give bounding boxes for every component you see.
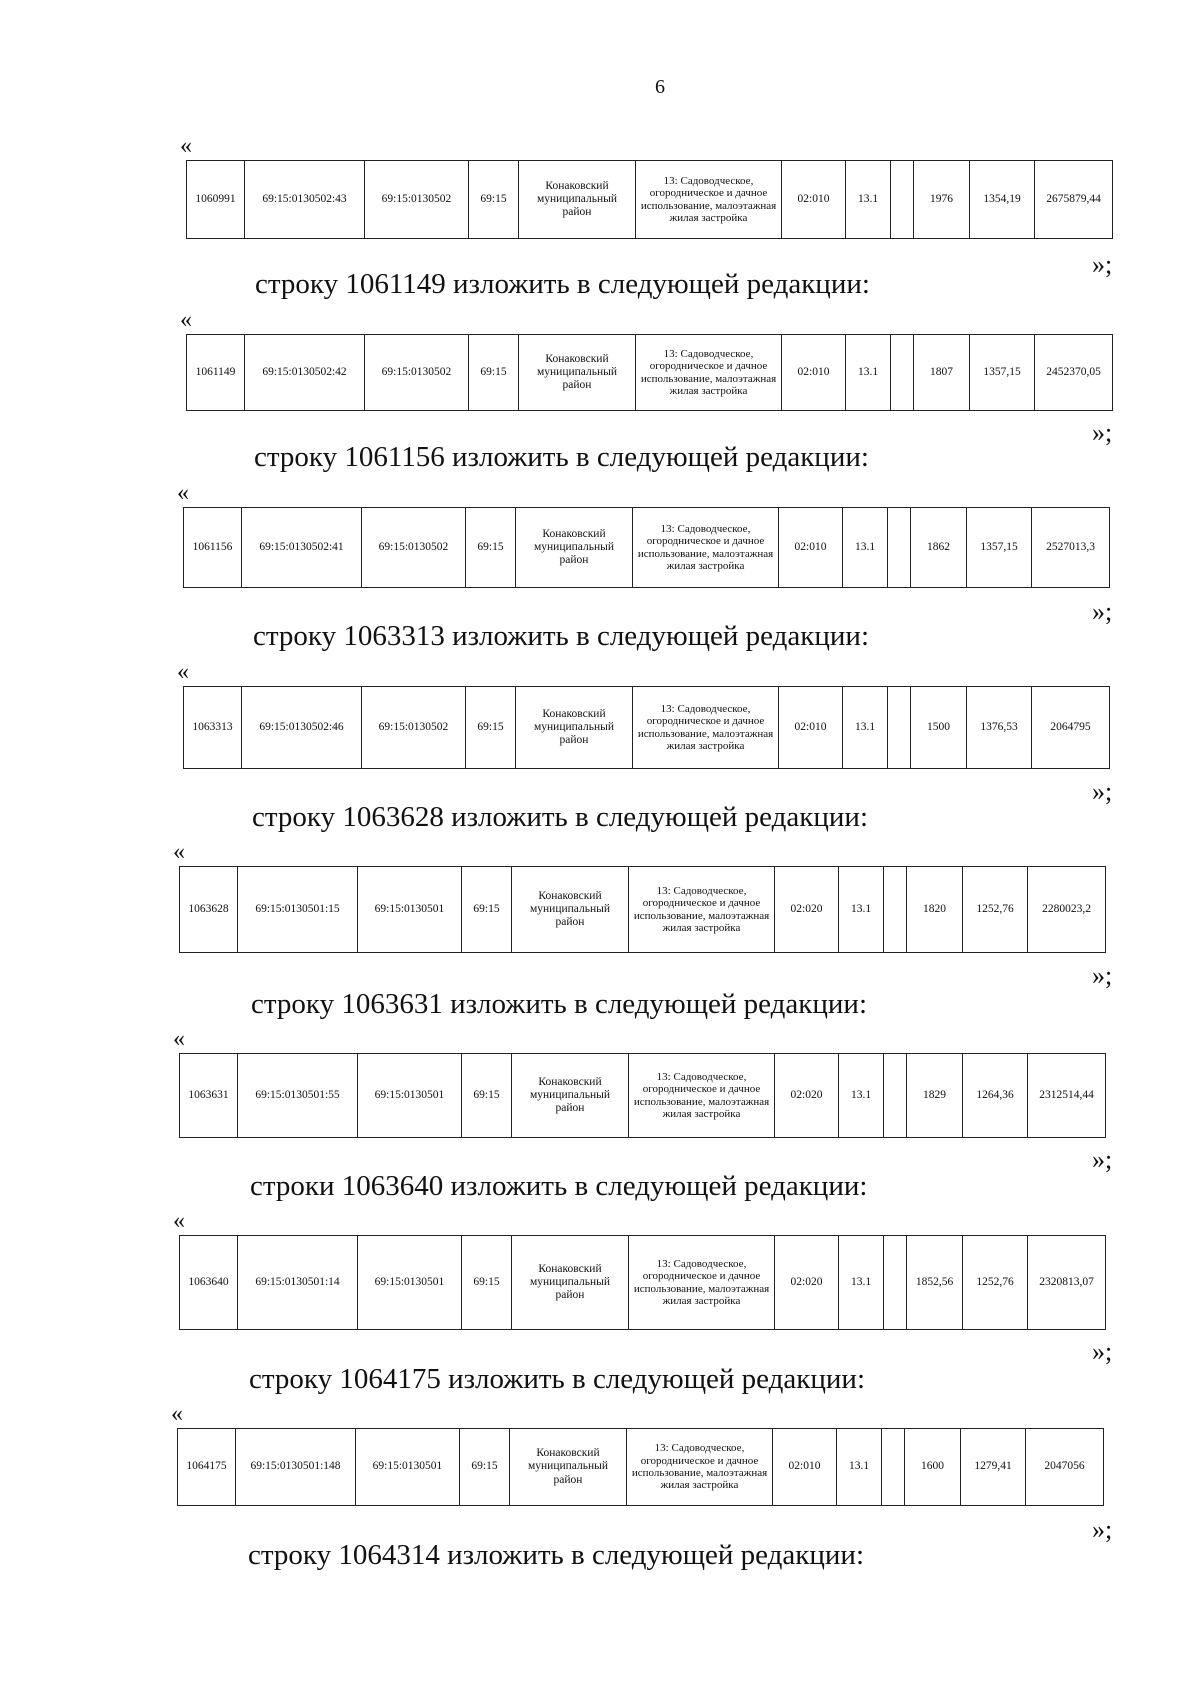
table-row — [180, 1054, 1106, 1138]
amendment-instruction: строки 1063640 изложить в следующей редакции: — [250, 1170, 868, 1202]
amendment-instruction: строку 1063631 изложить в следующей редакции: — [251, 988, 867, 1020]
cell-area: 1600 — [905, 1429, 961, 1506]
open-quote: « — [173, 839, 185, 865]
cell-block: 69:15:0130501 — [356, 1429, 460, 1506]
cell-cadastral: 69:15:0130502:42 — [245, 335, 365, 411]
cell-district-code: 69:15 — [469, 161, 519, 239]
cell-district: Конаковский муниципальный район — [519, 161, 636, 239]
cell-value: 2280023,2 — [1028, 867, 1106, 953]
close-quote: »; — [1092, 418, 1113, 447]
amendment-instruction: строку 1061149 изложить в следующей редакции: — [255, 268, 870, 300]
cell-block: 69:15:0130501 — [358, 1236, 462, 1330]
cell-district-code: 69:15 — [466, 687, 516, 769]
open-quote: « — [177, 659, 189, 685]
cell-area: 1852,56 — [907, 1236, 963, 1330]
cell-block: 69:15:0130502 — [362, 508, 466, 588]
open-quote: « — [180, 307, 192, 333]
cell-use: 13: Садоводческое, огородническое и дачное использование, малоэтажная жилая застройка — [633, 687, 779, 769]
cell-extra — [884, 1236, 907, 1330]
cell-code: 02:010 — [782, 335, 846, 411]
table-row — [187, 161, 1113, 239]
cell-extra — [891, 335, 914, 411]
cell-group: 13.1 — [837, 1429, 882, 1506]
close-quote: »; — [1092, 961, 1113, 990]
cell-extra — [888, 508, 911, 588]
cell-block: 69:15:0130502 — [365, 335, 469, 411]
amendment-table — [179, 866, 1106, 953]
cell-id: 1063631 — [180, 1054, 238, 1138]
cell-group: 13.1 — [839, 1054, 884, 1138]
cell-id: 1063640 — [180, 1236, 238, 1330]
table-row — [180, 1236, 1106, 1330]
cell-use: 13: Садоводческое, огородническое и дачное использование, малоэтажная жилая застройка — [629, 1054, 775, 1138]
cell-code: 02:010 — [779, 508, 843, 588]
cell-code: 02:020 — [775, 1054, 839, 1138]
cell-group: 13.1 — [839, 1236, 884, 1330]
table-row — [187, 335, 1113, 411]
cell-group: 13.1 — [839, 867, 884, 953]
page-number: 6 — [655, 76, 665, 98]
cell-group: 13.1 — [846, 335, 891, 411]
close-quote: »; — [1092, 1515, 1113, 1544]
cell-area: 1976 — [914, 161, 970, 239]
cell-block: 69:15:0130501 — [358, 1054, 462, 1138]
table-row — [178, 1429, 1104, 1506]
cell-value: 2312514,44 — [1028, 1054, 1106, 1138]
cell-cadastral: 69:15:0130502:41 — [242, 508, 362, 588]
cell-district-code: 69:15 — [460, 1429, 510, 1506]
cell-group: 13.1 — [843, 687, 888, 769]
cell-extra — [882, 1429, 905, 1506]
cell-district: Конаковский муниципальный район — [512, 867, 629, 953]
cell-district-code: 69:15 — [462, 1236, 512, 1330]
cell-id: 1063313 — [184, 687, 242, 769]
close-quote: »; — [1092, 597, 1113, 626]
cell-block: 69:15:0130502 — [362, 687, 466, 769]
cell-value: 2047056 — [1026, 1429, 1104, 1506]
open-quote: « — [177, 480, 189, 506]
cell-cadastral: 69:15:0130501:148 — [236, 1429, 356, 1506]
cell-group: 13.1 — [846, 161, 891, 239]
cell-specific: 1357,15 — [970, 335, 1035, 411]
cell-district: Конаковский муниципальный район — [512, 1054, 629, 1138]
close-quote: »; — [1092, 1145, 1113, 1174]
cell-specific: 1279,41 — [961, 1429, 1026, 1506]
cell-cadastral: 69:15:0130501:14 — [238, 1236, 358, 1330]
amendment-table — [183, 686, 1110, 769]
amendment-instruction: строку 1063313 изложить в следующей редакции: — [253, 620, 869, 652]
amendment-instruction: строку 1063628 изложить в следующей редакции: — [252, 801, 868, 833]
cell-district: Конаковский муниципальный район — [516, 508, 633, 588]
cell-district: Конаковский муниципальный район — [512, 1236, 629, 1330]
amendment-table — [179, 1235, 1106, 1330]
cell-block: 69:15:0130501 — [358, 867, 462, 953]
cell-area: 1829 — [907, 1054, 963, 1138]
open-quote: « — [173, 1208, 185, 1234]
cell-use: 13: Садоводческое, огородническое и дачное использование, малоэтажная жилая застройка — [629, 1236, 775, 1330]
cell-use: 13: Садоводческое, огородническое и дачное использование, малоэтажная жилая застройка — [629, 867, 775, 953]
cell-code: 02:010 — [782, 161, 846, 239]
cell-use: 13: Садоводческое, огородническое и дачное использование, малоэтажная жилая застройка — [636, 161, 782, 239]
cell-code: 02:020 — [775, 1236, 839, 1330]
cell-specific: 1354,19 — [970, 161, 1035, 239]
cell-value: 2064795 — [1032, 687, 1110, 769]
cell-district: Конаковский муниципальный район — [519, 335, 636, 411]
cell-area: 1820 — [907, 867, 963, 953]
cell-use: 13: Садоводческое, огородническое и дачное использование, малоэтажная жилая застройка — [633, 508, 779, 588]
cell-specific: 1252,76 — [963, 1236, 1028, 1330]
cell-block: 69:15:0130502 — [365, 161, 469, 239]
cell-area: 1807 — [914, 335, 970, 411]
amendment-instruction: строку 1064175 изложить в следующей редакции: — [249, 1363, 865, 1395]
table-row — [184, 508, 1110, 588]
cell-id: 1064175 — [178, 1429, 236, 1506]
cell-district: Конаковский муниципальный район — [516, 687, 633, 769]
cell-id: 1061156 — [184, 508, 242, 588]
amendment-table — [183, 507, 1110, 588]
close-quote: »; — [1092, 777, 1113, 806]
cell-specific: 1376,53 — [967, 687, 1032, 769]
amendment-table — [186, 160, 1113, 239]
close-quote: »; — [1092, 1337, 1113, 1366]
amendment-table — [186, 334, 1113, 411]
cell-specific: 1252,76 — [963, 867, 1028, 953]
cell-extra — [884, 867, 907, 953]
cell-value: 2675879,44 — [1035, 161, 1113, 239]
cell-specific: 1264,36 — [963, 1054, 1028, 1138]
open-quote: « — [173, 1026, 185, 1052]
cell-extra — [891, 161, 914, 239]
table-row — [184, 687, 1110, 769]
amendment-table — [177, 1428, 1104, 1506]
cell-id: 1063628 — [180, 867, 238, 953]
cell-district-code: 69:15 — [462, 867, 512, 953]
cell-id: 1061149 — [187, 335, 245, 411]
amendment-table — [179, 1053, 1106, 1138]
cell-area: 1862 — [911, 508, 967, 588]
cell-cadastral: 69:15:0130502:43 — [245, 161, 365, 239]
cell-code: 02:010 — [779, 687, 843, 769]
cell-cadastral: 69:15:0130502:46 — [242, 687, 362, 769]
cell-value: 2527013,3 — [1032, 508, 1110, 588]
cell-specific: 1357,15 — [967, 508, 1032, 588]
final-instruction: строку 1064314 изложить в следующей редакции: — [248, 1539, 864, 1571]
cell-district: Конаковский муниципальный район — [510, 1429, 627, 1506]
amendment-instruction: строку 1061156 изложить в следующей редакции: — [254, 441, 869, 473]
table-row — [180, 867, 1106, 953]
cell-extra — [884, 1054, 907, 1138]
cell-use: 13: Садоводческое, огородническое и дачное использование, малоэтажная жилая застройка — [627, 1429, 773, 1506]
open-quote: « — [180, 133, 192, 159]
cell-value: 2320813,07 — [1028, 1236, 1106, 1330]
cell-cadastral: 69:15:0130501:55 — [238, 1054, 358, 1138]
close-quote: »; — [1092, 250, 1113, 279]
cell-group: 13.1 — [843, 508, 888, 588]
cell-cadastral: 69:15:0130501:15 — [238, 867, 358, 953]
cell-code: 02:010 — [773, 1429, 837, 1506]
cell-area: 1500 — [911, 687, 967, 769]
cell-id: 1060991 — [187, 161, 245, 239]
cell-district-code: 69:15 — [466, 508, 516, 588]
cell-extra — [888, 687, 911, 769]
cell-district-code: 69:15 — [469, 335, 519, 411]
cell-value: 2452370,05 — [1035, 335, 1113, 411]
cell-district-code: 69:15 — [462, 1054, 512, 1138]
cell-code: 02:020 — [775, 867, 839, 953]
open-quote: « — [171, 1401, 183, 1427]
cell-use: 13: Садоводческое, огородническое и дачное использование, малоэтажная жилая застройка — [636, 335, 782, 411]
